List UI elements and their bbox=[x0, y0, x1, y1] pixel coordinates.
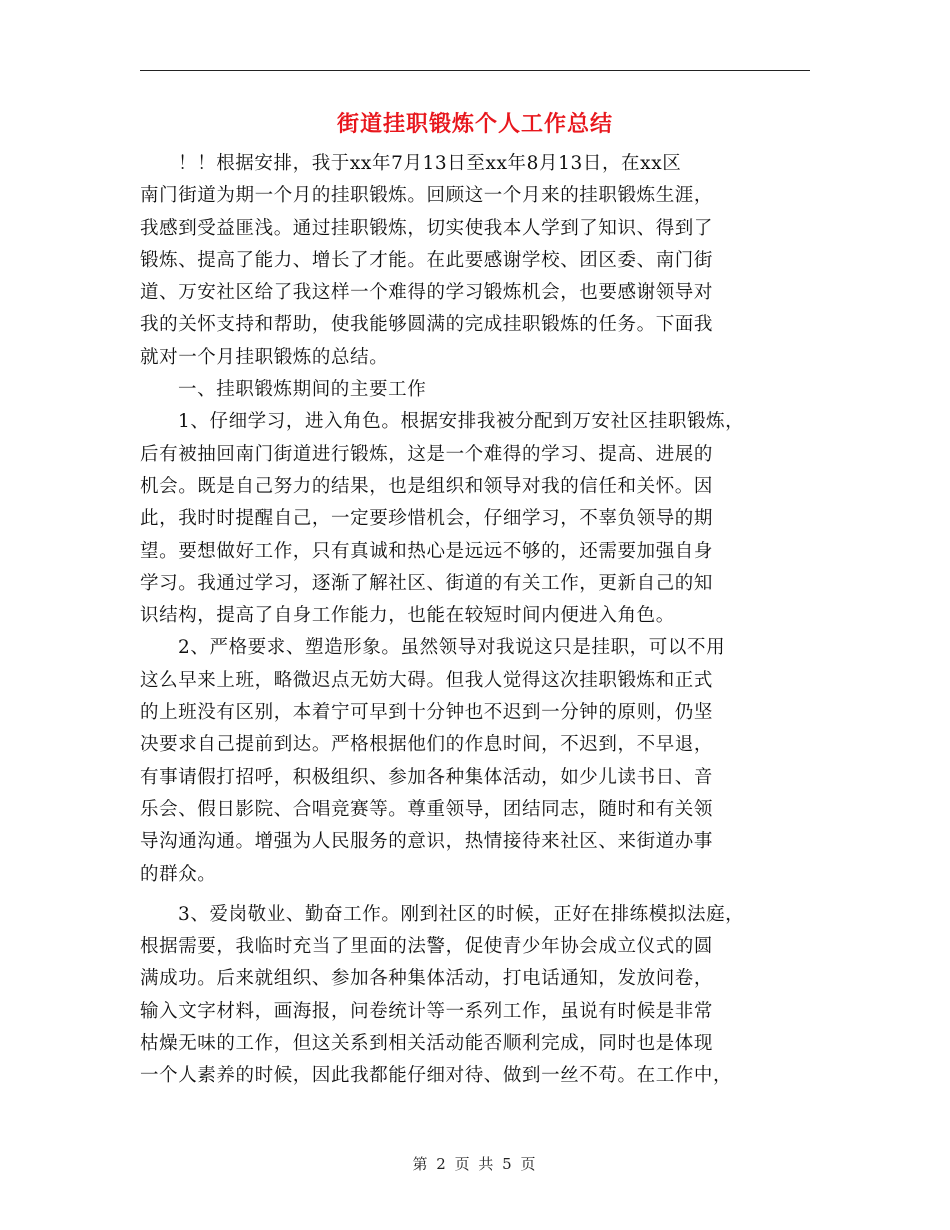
paragraph-line: 的上班没有区别，本着宁可早到十分钟也不迟到一分钟的原则，仍坚 bbox=[140, 702, 714, 724]
paragraph-line: 导沟通沟通。增强为人民服务的意识，热情接待来社区、来街道办事 bbox=[140, 831, 714, 853]
paragraph-line: 输入文字材料，画海报，问卷统计等一系列工作，虽说有时候是非常 bbox=[140, 1000, 714, 1022]
document-body bbox=[140, 148, 820, 1093]
paragraph-line: 机会。既是自己努力的结果，也是组织和领导对我的信任和关怀。因 bbox=[140, 475, 714, 497]
paragraph-line: 1、仔细学习，进入角色。根据安排我被分配到万安社区挂职锻炼， bbox=[178, 411, 745, 433]
paragraph-line: 的群众。 bbox=[140, 863, 217, 885]
section-heading: 一、挂职锻炼期间的主要工作 bbox=[178, 379, 427, 401]
paragraph-line: 我感到受益匪浅。通过挂职锻炼，切实使我本人学到了知识、得到了 bbox=[140, 217, 714, 239]
paragraph-line: ！！根据安排，我于xx年7月13日至xx年8月13日，在xx区 bbox=[178, 153, 682, 174]
page-number: 第 2 页 共 5 页 bbox=[412, 1155, 538, 1173]
paragraph-line: 一个人素养的时候，因此我都能仔细对待、做到一丝不苟。在工作中， bbox=[140, 1065, 733, 1087]
paragraph-line: 望。要想做好工作，只有真诚和热心是远远不够的，还需要加强自身 bbox=[140, 540, 714, 562]
paragraph-line: 识结构，提高了自身工作能力，也能在较短时间内便进入角色。 bbox=[140, 605, 675, 627]
paragraph-line: 锻炼、提高了能力、增长了才能。在此要感谢学校、团区委、南门街 bbox=[140, 249, 714, 271]
paragraph-line: 3、爱岗敬业、勤奋工作。刚到社区的时候，正好在排练模拟法庭， bbox=[178, 903, 745, 925]
paragraph-line: 就对一个月挂职锻炼的总结。 bbox=[140, 346, 389, 368]
paragraph-line: 枯燥无味的工作，但这关系到相关活动能否顺利完成，同时也是体现 bbox=[140, 1033, 714, 1055]
paragraph-line: 我的关怀支持和帮助，使我能够圆满的完成挂职锻炼的任务。下面我 bbox=[140, 314, 714, 336]
document-title: 街道挂职锻炼个人工作总结 bbox=[336, 111, 613, 137]
paragraph-line: 这么早来上班，略微迟点无妨大碍。但我人觉得这次挂职锻炼和正式 bbox=[140, 669, 714, 691]
header-rule bbox=[140, 70, 810, 71]
paragraph-line: 学习。我通过学习，逐渐了解社区、街道的有关工作，更新自己的知 bbox=[140, 572, 714, 594]
paragraph-line: 决要求自己提前到达。严格根据他们的作息时间，不迟到，不早退， bbox=[140, 734, 714, 756]
paragraph-line: 有事请假打招呼，积极组织、参加各种集体活动，如少儿读书日、音 bbox=[140, 766, 714, 788]
paragraph-line: 满成功。后来就组织、参加各种集体活动，打电话通知，发放问卷， bbox=[140, 968, 714, 990]
paragraph-line: 根据需要，我临时充当了里面的法警，促使青少年协会成立仪式的圆 bbox=[140, 936, 714, 958]
paragraph-line: 2、严格要求、塑造形象。虽然领导对我说这只是挂职，可以不用 bbox=[178, 637, 726, 659]
paragraph-line: 此，我时时提醒自己，一定要珍惜机会，仔细学习，不辜负领导的期 bbox=[140, 508, 714, 530]
paragraph-line: 后有被抽回南门街道进行锻炼，这是一个难得的学习、提高、进展的 bbox=[140, 443, 714, 465]
paragraph-line: 道、万安社区给了我这样一个难得的学习锻炼机会，也要感谢领导对 bbox=[140, 282, 714, 304]
paragraph-line: 乐会、假日影院、合唱竞赛等。尊重领导，团结同志，随时和有关领 bbox=[140, 798, 714, 820]
paragraph-line: 南门街道为期一个月的挂职锻炼。回顾这一个月来的挂职锻炼生涯， bbox=[140, 185, 714, 207]
